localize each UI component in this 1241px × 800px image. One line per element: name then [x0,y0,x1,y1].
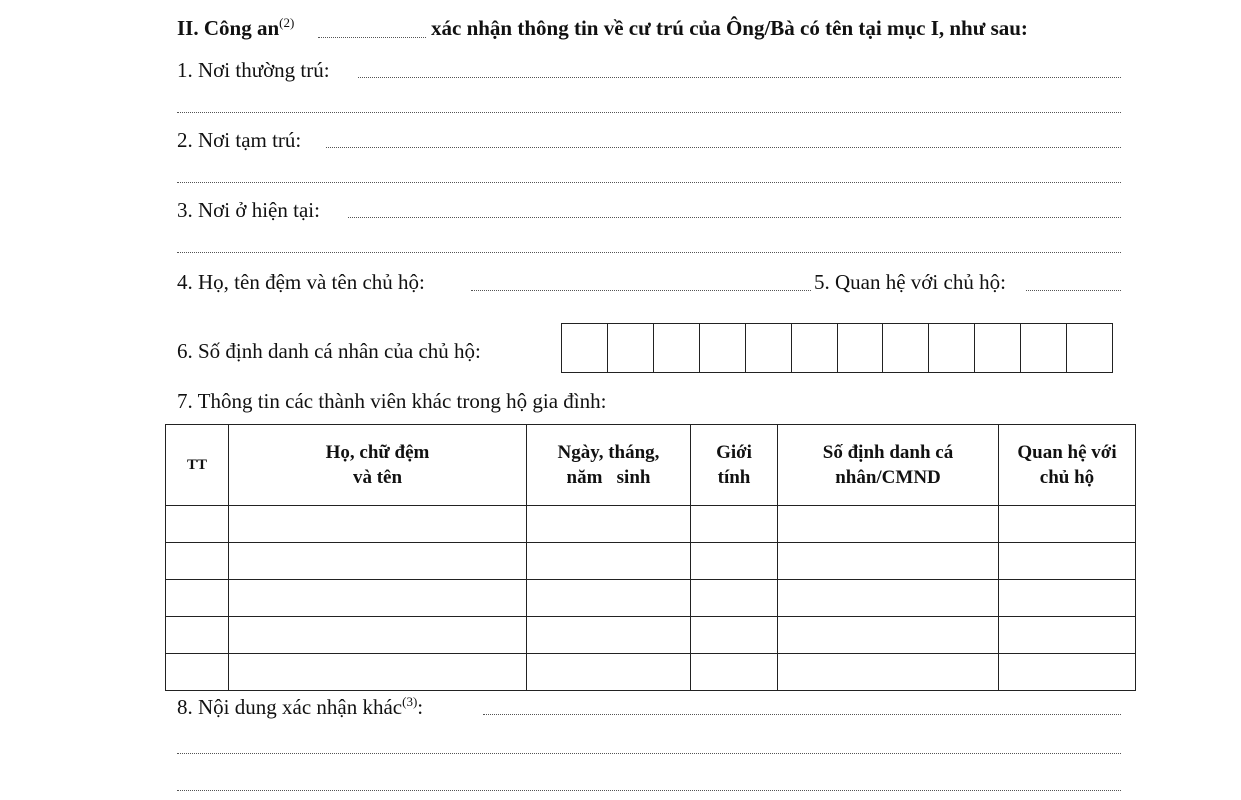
footnote-3-marker: (3) [402,694,418,709]
id-digit-box[interactable] [1067,324,1112,372]
relationship-cell[interactable] [999,654,1136,691]
header-id-number: Số định danh cá nhân/CMND [778,425,999,506]
section-2-prefix: II. Công an [177,16,280,40]
id-digit-box[interactable] [838,324,884,372]
head-id-boxes[interactable] [561,323,1113,373]
relationship-cell[interactable] [999,617,1136,654]
other-confirm-label: 8. Nội dung xác nhận khác$^{(3)}$: [177,694,424,719]
id-digit-box[interactable] [700,324,746,372]
full-name-cell[interactable] [229,580,527,617]
id-number-cell[interactable] [778,617,999,654]
gender-cell[interactable] [691,543,778,580]
id-number-cell[interactable] [778,506,999,543]
members-table-header [166,425,1136,506]
police-unit-field[interactable] [318,37,426,38]
relationship-cell[interactable] [999,506,1136,543]
table-row [166,543,1136,580]
gender-cell[interactable] [691,580,778,617]
tt-cell[interactable] [166,617,229,654]
other-confirm-field-line2[interactable] [177,753,1121,754]
current-residence-field-line2[interactable] [177,252,1121,253]
relation-field[interactable] [1026,290,1121,291]
relationship-cell[interactable] [999,580,1136,617]
tt-cell[interactable] [166,654,229,691]
date-of-birth-cell[interactable] [527,617,691,654]
head-name-label: 4. Họ, tên đệm và tên chủ hộ: [177,270,425,294]
temporary-residence-label: 2. Nơi tạm trú: [177,128,302,152]
relation-label: 5. Quan hệ với chủ hộ: [814,270,1006,294]
table-row [166,506,1136,543]
id-digit-box[interactable] [608,324,654,372]
gender-cell[interactable] [691,654,778,691]
header-date-of-birth: Ngày, tháng, năm sinh [527,425,691,506]
date-of-birth-cell[interactable] [527,543,691,580]
temporary-residence-field-line2[interactable] [177,182,1121,183]
header-full-name: Họ, chữ đệm và tên [229,425,527,506]
footnote-2-marker: (2) [279,15,295,30]
head-id-label: 6. Số định danh cá nhân của chủ hộ: [177,339,481,363]
full-name-cell[interactable] [229,617,527,654]
table-row [166,617,1136,654]
id-digit-box[interactable] [792,324,838,372]
id-digit-box[interactable] [929,324,975,372]
id-digit-box[interactable] [562,324,608,372]
gender-cell[interactable] [691,506,778,543]
permanent-residence-field[interactable] [358,77,1121,78]
current-residence-label: 3. Nơi ở hiện tại: [177,198,320,222]
table-row [166,654,1136,691]
full-name-cell[interactable] [229,654,527,691]
id-digit-box[interactable] [975,324,1021,372]
tt-cell[interactable] [166,506,229,543]
members-label: 7. Thông tin các thành viên khác trong hộ gia đình: [177,389,607,413]
tt-cell[interactable] [166,543,229,580]
header-gender: Giới tính [691,425,778,506]
tt-cell[interactable] [166,580,229,617]
section-2-suffix: xác nhận thông tin về cư trú của Ông/Bà có tên tại mục I, như sau: [431,16,1028,40]
id-digit-box[interactable] [1021,324,1067,372]
other-confirm-field[interactable] [483,714,1121,715]
date-of-birth-cell[interactable] [527,580,691,617]
header-tt: TT [166,425,229,506]
table-row [166,580,1136,617]
temporary-residence-field[interactable] [326,147,1121,148]
members-table [165,424,1136,691]
other-confirm-field-line3[interactable] [177,790,1121,791]
relationship-cell[interactable] [999,543,1136,580]
date-of-birth-cell[interactable] [527,654,691,691]
head-name-field[interactable] [471,290,811,291]
id-digit-box[interactable] [746,324,792,372]
current-residence-field[interactable] [348,217,1121,218]
id-digit-box[interactable] [654,324,700,372]
id-number-cell[interactable] [778,543,999,580]
section-2-heading [177,15,294,41]
permanent-residence-field-line2[interactable] [177,112,1121,113]
date-of-birth-cell[interactable] [527,506,691,543]
gender-cell[interactable] [691,617,778,654]
full-name-cell[interactable] [229,506,527,543]
id-number-cell[interactable] [778,654,999,691]
header-relationship: Quan hệ với chủ hộ [999,425,1136,506]
id-number-cell[interactable] [778,580,999,617]
id-digit-box[interactable] [883,324,929,372]
full-name-cell[interactable] [229,543,527,580]
permanent-residence-label: 1. Nơi thường trú: [177,58,330,82]
